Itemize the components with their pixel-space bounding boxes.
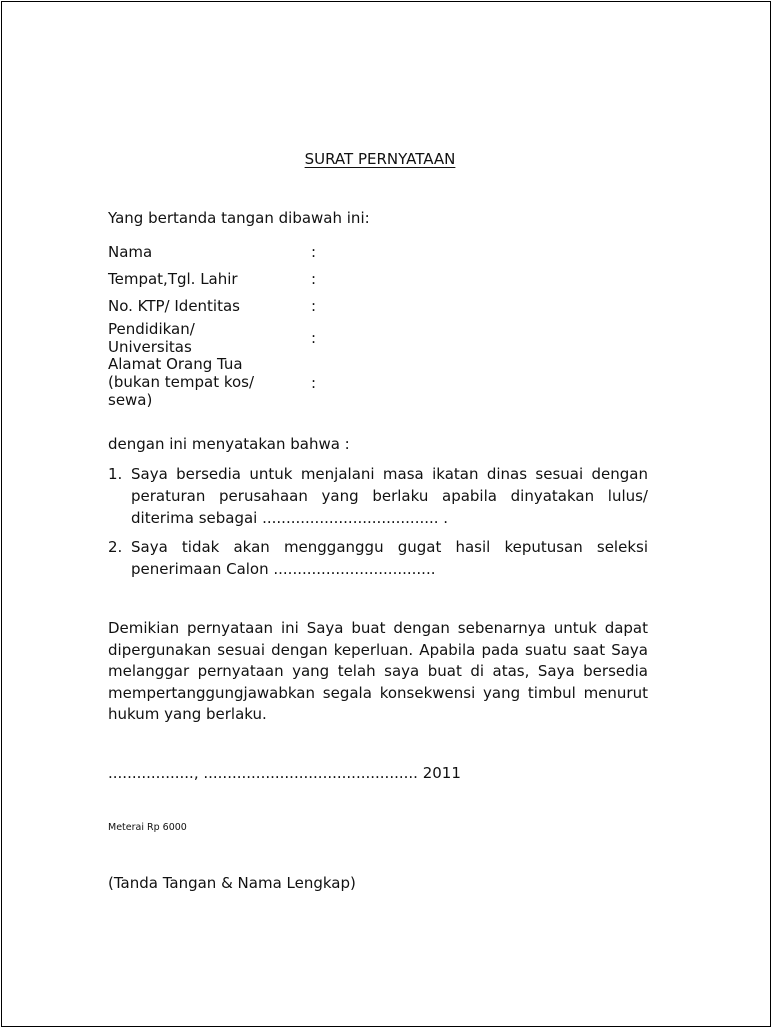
stamp-label: Meterai Rp 6000 (108, 822, 187, 833)
field-separator: : (311, 374, 317, 392)
field-label-pendidikan: Pendidikan/ Universitas (108, 320, 195, 356)
intro-text: Yang bertanda tangan dibawah ini: (108, 209, 370, 227)
statement-number: 1. (108, 465, 123, 483)
field-label-nama: Nama (108, 243, 153, 261)
document-title: SURAT PERNYATAAN (304, 150, 456, 168)
signature-label: (Tanda Tangan & Nama Lengkap) (108, 874, 356, 892)
place-date-line: .................., ............................................. 2011 (108, 764, 461, 782)
closing-paragraph: Demikian pernyataan ini Saya buat dengan sebenarnya untuk dapat dipergunakan sesuai dengan keperluan. Apabila pada suatu saat Saya melanggar pernyataan yang telah saya buat di atas, Saya bersedia mempertanggungjawabkan segala konsekwensi yang timbul menurut hukum yang berlaku. (108, 619, 648, 723)
document-page (1, 1, 771, 1027)
field-separator: : (311, 297, 317, 315)
statement-text: Saya bersedia untuk menjalani masa ikatan dinas sesuai dengan peraturan perusahaan yang berlaku apabila dinyatakan lulus/ diterima sebagai ..................................... . (131, 465, 648, 527)
statement-lead: dengan ini menyatakan bahwa : (108, 435, 350, 453)
field-separator: : (311, 329, 317, 347)
field-separator: : (311, 243, 317, 261)
field-label-alamat-orang-tua: Alamat Orang Tua (bukan tempat kos/ sewa) (108, 355, 255, 409)
statement-text: Saya tidak akan mengganggu gugat hasil keputusan seleksi penerimaan Calon .................................. (131, 538, 648, 578)
field-label-no-ktp: No. KTP/ Identitas (108, 297, 240, 315)
statement-number: 2. (108, 538, 123, 556)
field-label-tempat-tgl-lahir: Tempat,Tgl. Lahir (108, 270, 238, 288)
field-separator: : (311, 270, 317, 288)
